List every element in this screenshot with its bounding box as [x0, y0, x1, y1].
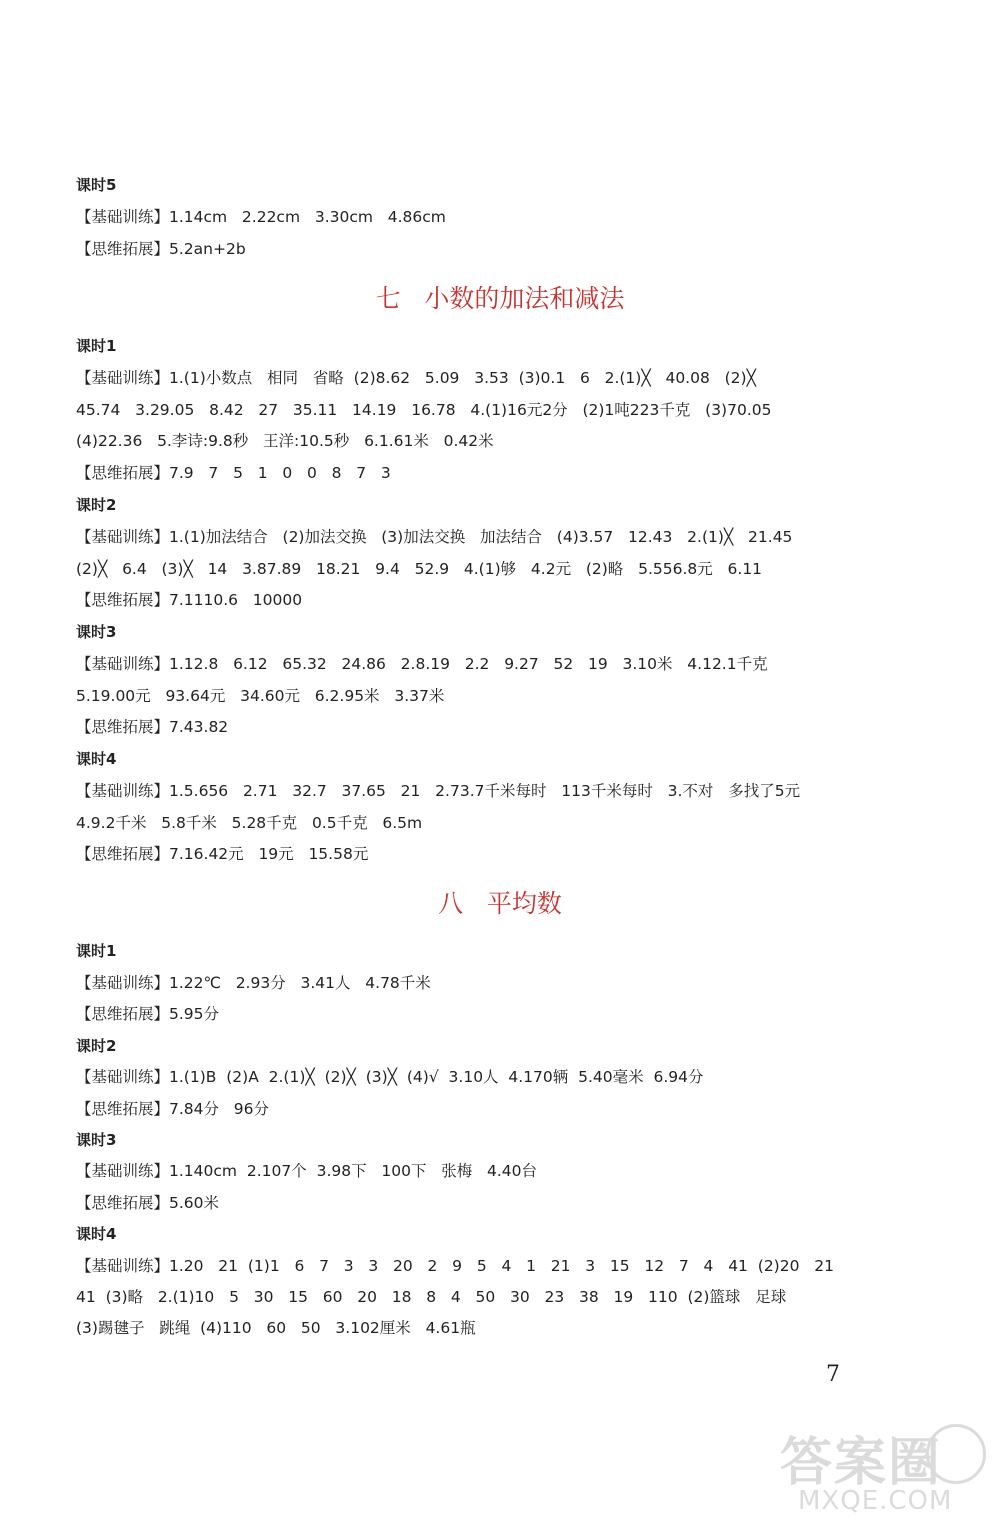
answer-line: 【基础训练】1.(1)加法结合 (2)加法交换 (3)加法交换 加法结合 (4)3.57 12.43 2.(1)╳ 21.45 [76, 528, 793, 546]
answer-line: 【思维拓展】7.16.42元 19元 15.58元 [76, 845, 369, 863]
answer-line: 【基础训练】1.12.8 6.12 65.32 24.86 2.8.19 2.2 9.27 52 19 3.10米 4.12.1千克 [76, 655, 768, 673]
page-number: 7 [826, 1362, 840, 1387]
watermark-text: 答案圈 [780, 1433, 943, 1493]
answer-line: (2)╳ 6.4 (3)╳ 14 3.87.89 18.21 9.4 52.9 4.(1)够 4.2元 (2)略 5.556.8元 6.11 [76, 560, 763, 578]
lesson-label: 课时2 [76, 1037, 117, 1055]
answer-line: (4)22.36 5.李诗:9.8秒 王洋:10.5秒 6.1.61米 0.42米 [76, 432, 494, 450]
answer-line: 【基础训练】1.140cm 2.107个 3.98下 100下 张梅 4.40台 [76, 1162, 538, 1180]
lesson-label: 课时3 [76, 1131, 117, 1149]
answer-line: 41 (3)略 2.(1)10 5 30 15 60 20 18 8 4 50 30 23 38 19 110 (2)篮球 足球 [76, 1288, 787, 1306]
lesson-label: 课时3 [76, 623, 117, 641]
answer-line: 【思维拓展】7.1110.6 10000 [76, 591, 303, 609]
answer-line: (3)踢毽子 跳绳 (4)110 60 50 3.102厘米 4.61瓶 [76, 1319, 476, 1337]
section-heading-seven: 七 小数的加法和减法 [375, 284, 625, 313]
answer-line: 【思维拓展】7.84分 96分 [76, 1100, 270, 1118]
answer-line: 【思维拓展】5.95分 [76, 1005, 220, 1023]
answer-line: 【思维拓展】5.2an+2b [76, 240, 246, 258]
lesson-label: 课时4 [76, 1225, 117, 1243]
answer-line: 【思维拓展】7.9 7 5 1 0 0 8 7 3 [76, 464, 391, 482]
answer-line: 4.9.2千米 5.8千米 5.28千克 0.5千克 6.5m [76, 814, 423, 832]
answer-line: 【基础训练】1.(1)小数点 相同 省略 (2)8.62 5.09 3.53 (3)0.1 6 2.(1)╳ 40.08 (2)╳ [76, 369, 756, 387]
answer-line: 【基础训练】1.(1)B (2)A 2.(1)╳ (2)╳ (3)╳ (4)√ 3.10人 4.170辆 5.40毫米 6.94分 [76, 1068, 704, 1086]
lesson-label: 课时1 [76, 942, 117, 960]
answer-line: 【思维拓展】5.60米 [76, 1194, 220, 1212]
answer-line: 【基础训练】1.20 21 (1)1 6 7 3 3 20 2 9 5 4 1 21 3 15 12 7 4 41 (2)20 21 [76, 1257, 834, 1275]
watermark-url: MXQE.COM [798, 1486, 953, 1516]
answer-line: 5.19.00元 93.64元 34.60元 6.2.95米 3.37米 [76, 687, 445, 705]
lesson-label: 课时4 [76, 750, 117, 768]
answer-line: 【基础训练】1.5.656 2.71 32.7 37.65 21 2.73.7千米每时 113千米每时 3.不对 多找了5元 [76, 782, 801, 800]
answer-line: 【基础训练】1.22℃ 2.93分 3.41人 4.78千米 [76, 974, 431, 992]
watermark-logo [740, 1420, 990, 1520]
lesson-label: 课时5 [76, 176, 117, 194]
answer-line: 45.74 3.29.05 8.42 27 35.11 14.19 16.78 4.(1)16元2分 (2)1吨223千克 (3)70.05 [76, 401, 772, 419]
lesson-label: 课时2 [76, 496, 117, 514]
lesson-label: 课时1 [76, 337, 117, 355]
answer-line: 【思维拓展】7.43.82 [76, 718, 229, 736]
answer-line: 【基础训练】1.14cm 2.22cm 3.30cm 4.86cm [76, 208, 446, 226]
section-heading-eight: 八 平均数 [438, 889, 562, 918]
